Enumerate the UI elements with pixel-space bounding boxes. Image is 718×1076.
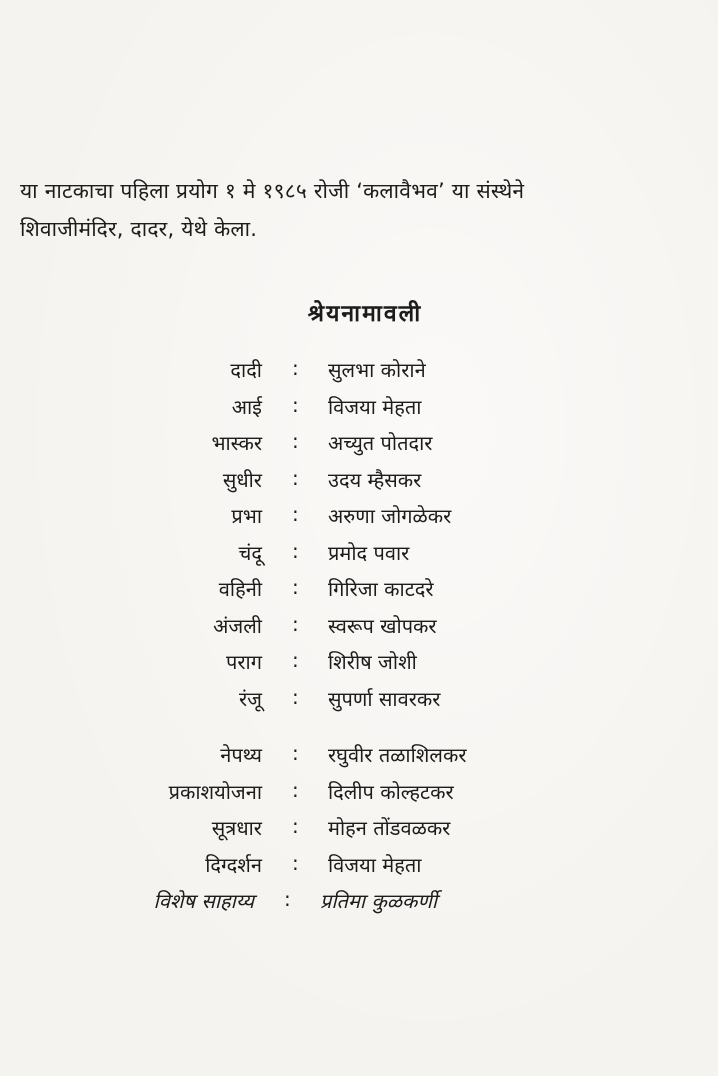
cast-role: पराग [226, 650, 262, 674]
credits-heading: श्रेयनामावली [307, 301, 423, 327]
credits-list [0, 356, 718, 924]
crew-name: मोहन तोंडवळकर [328, 816, 451, 840]
separator: : [292, 429, 299, 453]
premiere-note-line-2: शिवाजीमंदिर, दादर, येथे केला. [20, 217, 258, 241]
crew-name: दिलीप कोल्हटकर [328, 779, 454, 804]
cast-role: दादी [230, 358, 262, 382]
cast-role: भास्कर [211, 431, 262, 455]
crew-name: विजया मेहता [328, 852, 422, 877]
separator: : [292, 684, 299, 709]
crew-row [0, 851, 718, 888]
crew-name: रघुवीर तळाशिलकर [328, 743, 467, 767]
separator: : [292, 648, 299, 672]
cast-row [0, 356, 718, 393]
cast-role: अंजली [213, 613, 262, 638]
separator: : [292, 392, 299, 417]
cast-role: चंदू [238, 540, 262, 565]
cast-name: अरुणा जोगळेकर [328, 504, 452, 528]
crew-row [0, 778, 718, 815]
crew-role: प्रकाशयोजना [168, 779, 262, 804]
crew-row [0, 814, 718, 851]
separator: : [292, 538, 299, 563]
separator: : [292, 741, 299, 765]
cast-name: सुपर्णा सावरकर [328, 686, 441, 711]
separator: : [292, 465, 299, 490]
crew-role: नेपथ्य [220, 743, 262, 767]
cast-row [0, 575, 718, 612]
separator: : [292, 814, 299, 838]
cast-role: प्रभा [231, 504, 262, 528]
cast-role: सुधीर [222, 467, 262, 492]
cast-row [0, 685, 718, 722]
section-gap [0, 721, 718, 741]
separator: : [292, 575, 299, 599]
cast-name: उदय म्हैसकर [328, 467, 422, 492]
crew-role: विशेष साहाय्य [153, 889, 254, 913]
cast-name: अच्युत पोतदार [328, 431, 433, 455]
cast-name: सुलभा कोराने [328, 358, 426, 382]
cast-name: गिरिजा काटदरे [328, 577, 434, 601]
crew-row [0, 741, 718, 778]
cast-name: विजया मेहता [328, 394, 422, 419]
separator: : [292, 356, 299, 380]
crew-row [0, 887, 718, 924]
cast-row [0, 539, 718, 576]
crew-role: दिग्दर्शन [205, 852, 262, 877]
crew-role: सूत्रधार [211, 816, 262, 840]
cast-row [0, 612, 718, 649]
cast-row [0, 393, 718, 430]
separator: : [292, 850, 299, 875]
separator: : [292, 502, 299, 526]
separator: : [292, 777, 299, 802]
separator: : [292, 611, 299, 636]
crew-name: प्रतिमा कुळकर्णी [320, 889, 438, 913]
cast-name: प्रमोद पवार [328, 540, 410, 565]
premiere-note [20, 172, 680, 248]
cast-row [0, 648, 718, 685]
cast-name: स्वरूप खोपकर [328, 613, 437, 638]
cast-row [0, 502, 718, 539]
premiere-note-line-1: या नाटकाचा पहिला प्रयोग १ मे १९८५ रोजी ‘कलावैभव’ या संस्थेने [20, 179, 525, 203]
cast-row [0, 429, 718, 466]
cast-row [0, 466, 718, 503]
cast-role: वहिनी [218, 577, 262, 601]
cast-role: आई [231, 394, 262, 419]
cast-role: रंजू [238, 686, 262, 711]
separator: : [284, 887, 291, 911]
cast-name: शिरीष जोशी [328, 650, 417, 674]
